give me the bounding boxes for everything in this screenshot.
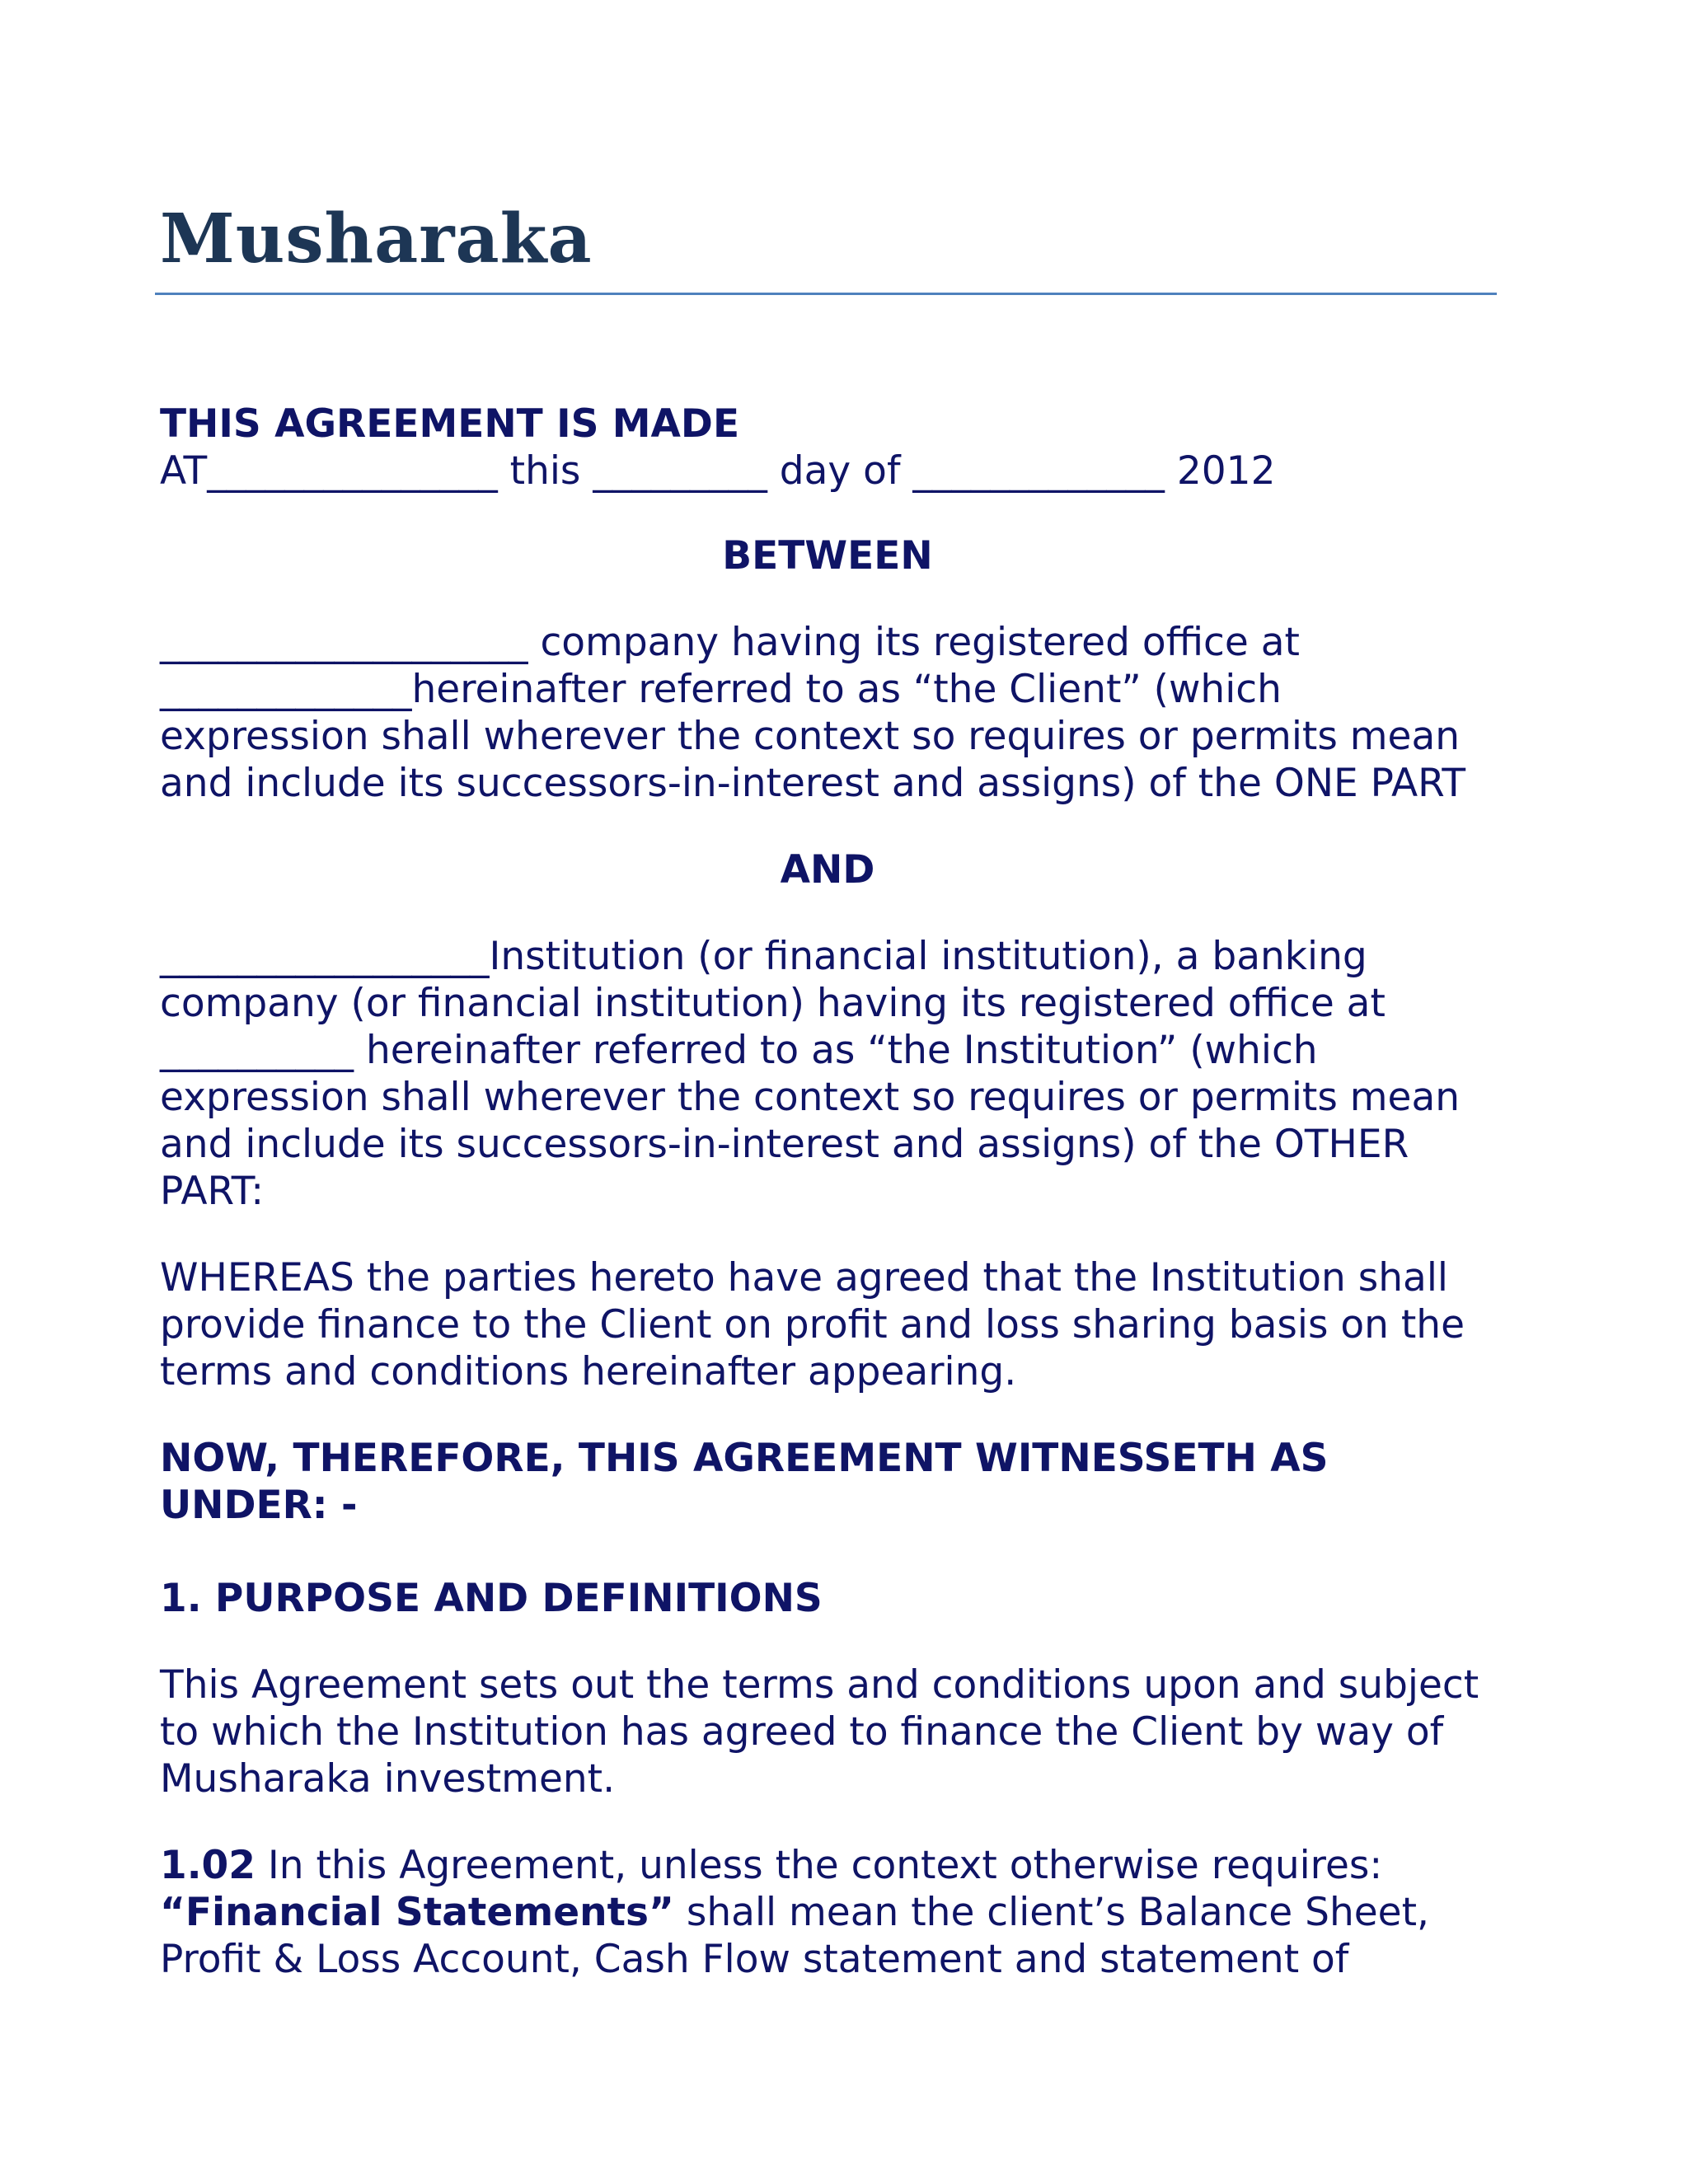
clause-intro: In this Agreement, unless the context otherwise requires: [255, 1843, 1383, 1888]
title-underline [155, 293, 1497, 295]
and-heading: AND [780, 847, 875, 893]
party-two-paragraph: _________________Institution (or financial institution), a banking company (or financial institution) having its registered office at __________ hereinafter referred to as “the Institution” (which expression shall wherever the context so requires or permits mean and include its successors-in-interest and assigns) of the OTHER PART: [160, 934, 1461, 1214]
section-1-heading: 1. PURPOSE AND DEFINITIONS [160, 1576, 823, 1621]
witnesseth-heading: NOW, THEREFORE, THIS AGREEMENT WITNESSETH AS UNDER: - [160, 1436, 1329, 1528]
between-heading: BETWEEN [722, 533, 933, 579]
clause-1-02-paragraph [160, 1842, 1495, 1983]
clause-number: 1.02 [160, 1843, 256, 1888]
document-body [160, 198, 1495, 1983]
agreement-made-heading: THIS AGREEMENT IS MADE [160, 401, 740, 447]
defined-term-definition: shall mean the client’s Balance Sheet, Profit & Loss Account, Cash Flow statement and statement of [160, 1890, 1429, 1982]
agreement-date-line: AT_______________ this _________ day of _____________ 2012 [160, 448, 1276, 494]
document-title: Musharaka [160, 199, 593, 279]
whereas-paragraph: WHEREAS the parties hereto have agreed that the Institution shall provide finance to the Client on profit and loss sharing basis on the terms and conditions hereinafter appearing. [160, 1255, 1465, 1394]
party-one-paragraph: ___________________ company having its registered office at _____________hereinafter referred to as “the Client” (which expression shall wherever the context so requires or permits mean and include its successors-in-interest and assigns) of the ONE PART [160, 620, 1466, 806]
section-1-paragraph: This Agreement sets out the terms and conditions upon and subject to which the Institution has agreed to finance the Client by way of Musharaka investment. [160, 1662, 1479, 1802]
defined-term-financial-statements: “Financial Statements” [160, 1890, 674, 1935]
